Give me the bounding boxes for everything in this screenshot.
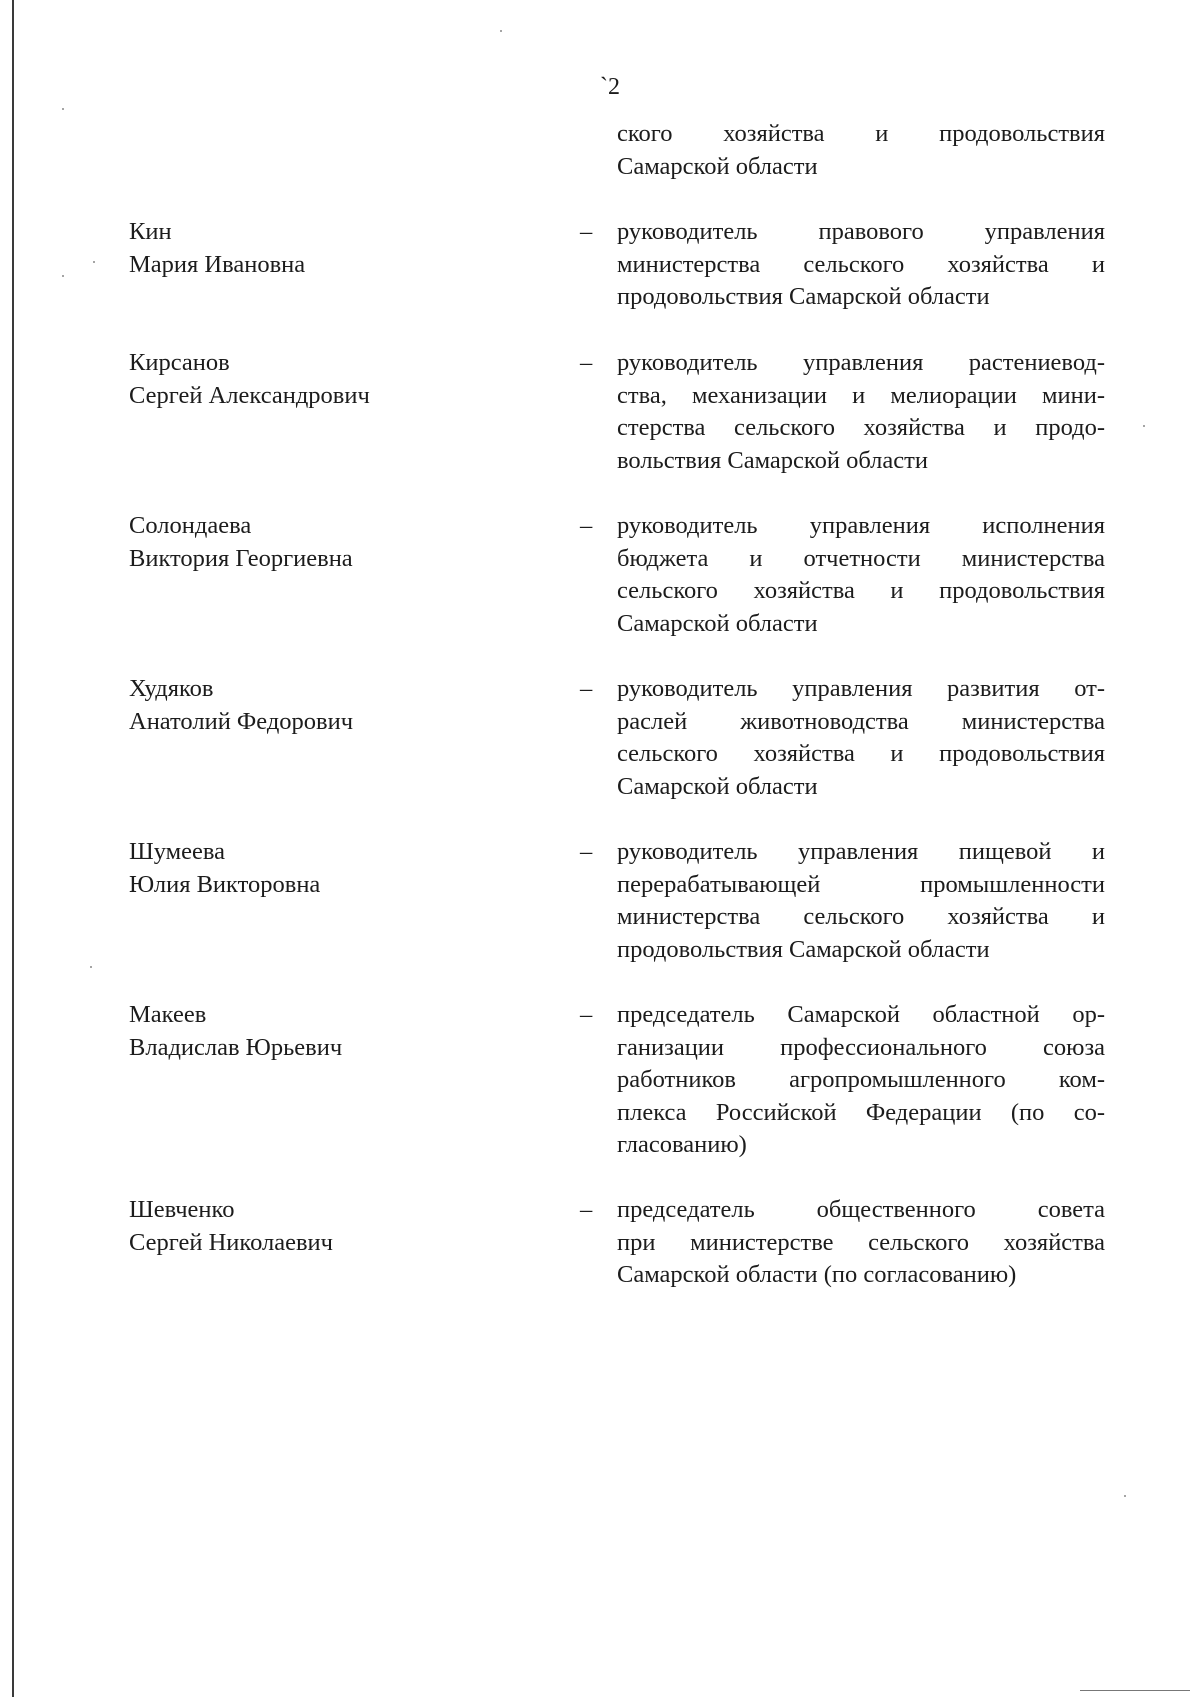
- dash-separator: –: [580, 512, 593, 539]
- member-given-name: Юлия Викторовна: [129, 870, 321, 898]
- dash-separator: –: [580, 349, 593, 376]
- role-line: ства, механизации и мелиорации мини-: [617, 381, 1105, 409]
- member-role: [617, 999, 1105, 1162]
- role-line: плекса Российской Федерации (по со-: [617, 1098, 1105, 1126]
- scan-speck: [62, 275, 64, 277]
- role-line: министерства сельского хозяйства и: [617, 903, 1105, 930]
- member-role: [617, 216, 1105, 314]
- role-line: перерабатывающей промышленности: [617, 870, 1105, 898]
- member-name: [129, 836, 320, 901]
- page-number: `2: [600, 74, 620, 100]
- continuation-text: [617, 118, 1105, 183]
- member-given-name: Владислав Юрьевич: [129, 1033, 343, 1061]
- role-line: руководитель управления развития от-: [617, 675, 1105, 702]
- role-line: Самарской области: [617, 609, 818, 637]
- member-surname: Солондаева: [129, 512, 252, 539]
- member-given-name: Анатолий Федорович: [129, 707, 354, 735]
- scan-speck: [1124, 1495, 1126, 1497]
- member-surname: Шевченко: [129, 1196, 235, 1223]
- dash-separator: –: [580, 675, 593, 702]
- continuation-line: ского хозяйства и продовольствия: [617, 120, 1105, 147]
- member-role: [617, 836, 1105, 966]
- role-line: сельского хозяйства и продовольствия: [617, 577, 1105, 604]
- member-name: [129, 999, 342, 1064]
- member-name: [129, 347, 370, 412]
- dash-separator: –: [580, 1196, 593, 1223]
- role-line: руководитель управления пищевой и: [617, 838, 1105, 865]
- role-line: председатель общественного совета: [617, 1196, 1105, 1223]
- continuation-line: Самарской области: [617, 152, 818, 180]
- scan-left-edge: [12, 0, 14, 1697]
- member-name: [129, 1194, 333, 1259]
- member-surname: Шумеева: [129, 838, 226, 865]
- scan-speck: [500, 30, 502, 32]
- role-line: сельского хозяйства и продовольствия: [617, 740, 1105, 767]
- scan-footer-line: [1080, 1690, 1190, 1691]
- member-role: [617, 1194, 1105, 1292]
- dash-separator: –: [580, 1001, 593, 1028]
- role-line: вольствия Самарской области: [617, 446, 928, 474]
- member-name: [129, 510, 353, 575]
- role-line: Самарской области (по согласованию): [617, 1261, 1017, 1288]
- role-line: министерства сельского хозяйства и: [617, 250, 1105, 278]
- role-line: при министерстве сельского хозяйства: [617, 1228, 1105, 1256]
- role-line: руководитель управления исполнения: [617, 512, 1105, 539]
- scan-speck: [93, 261, 95, 263]
- scan-speck: [90, 966, 92, 968]
- member-given-name: Сергей Александрович: [129, 381, 370, 409]
- role-line: руководитель правового управления: [617, 218, 1105, 245]
- role-line: бюджета и отчетности министерства: [617, 544, 1105, 572]
- role-line: ганизации профессионального союза: [617, 1033, 1105, 1061]
- role-line: председатель Самарской областной ор-: [617, 1001, 1105, 1028]
- member-role: [617, 510, 1105, 640]
- role-line: Самарской области: [617, 772, 818, 800]
- member-surname: Макеев: [129, 1001, 207, 1028]
- scan-speck: [62, 108, 64, 110]
- role-line: работников агропромышленного ком-: [617, 1066, 1105, 1093]
- role-line: продовольствия Самарской области: [617, 935, 990, 963]
- member-name: [129, 673, 353, 738]
- role-line: руководитель управления растениевод-: [617, 349, 1105, 376]
- member-given-name: Мария Ивановна: [129, 250, 306, 278]
- member-surname: Кин: [129, 218, 172, 245]
- role-line: раслей животноводства министерства: [617, 707, 1105, 735]
- member-surname: Кирсанов: [129, 349, 230, 376]
- member-name: [129, 216, 305, 281]
- role-line: гласованию): [617, 1131, 747, 1158]
- role-line: продовольствия Самарской области: [617, 283, 990, 310]
- member-given-name: Сергей Николаевич: [129, 1228, 333, 1256]
- dash-separator: –: [580, 218, 593, 245]
- scan-speck: [1143, 425, 1145, 427]
- dash-separator: –: [580, 838, 593, 865]
- member-given-name: Виктория Георгиевна: [129, 544, 353, 572]
- member-role: [617, 673, 1105, 803]
- member-surname: Худяков: [129, 675, 214, 702]
- member-role: [617, 347, 1105, 477]
- role-line: стерства сельского хозяйства и продо-: [617, 414, 1105, 441]
